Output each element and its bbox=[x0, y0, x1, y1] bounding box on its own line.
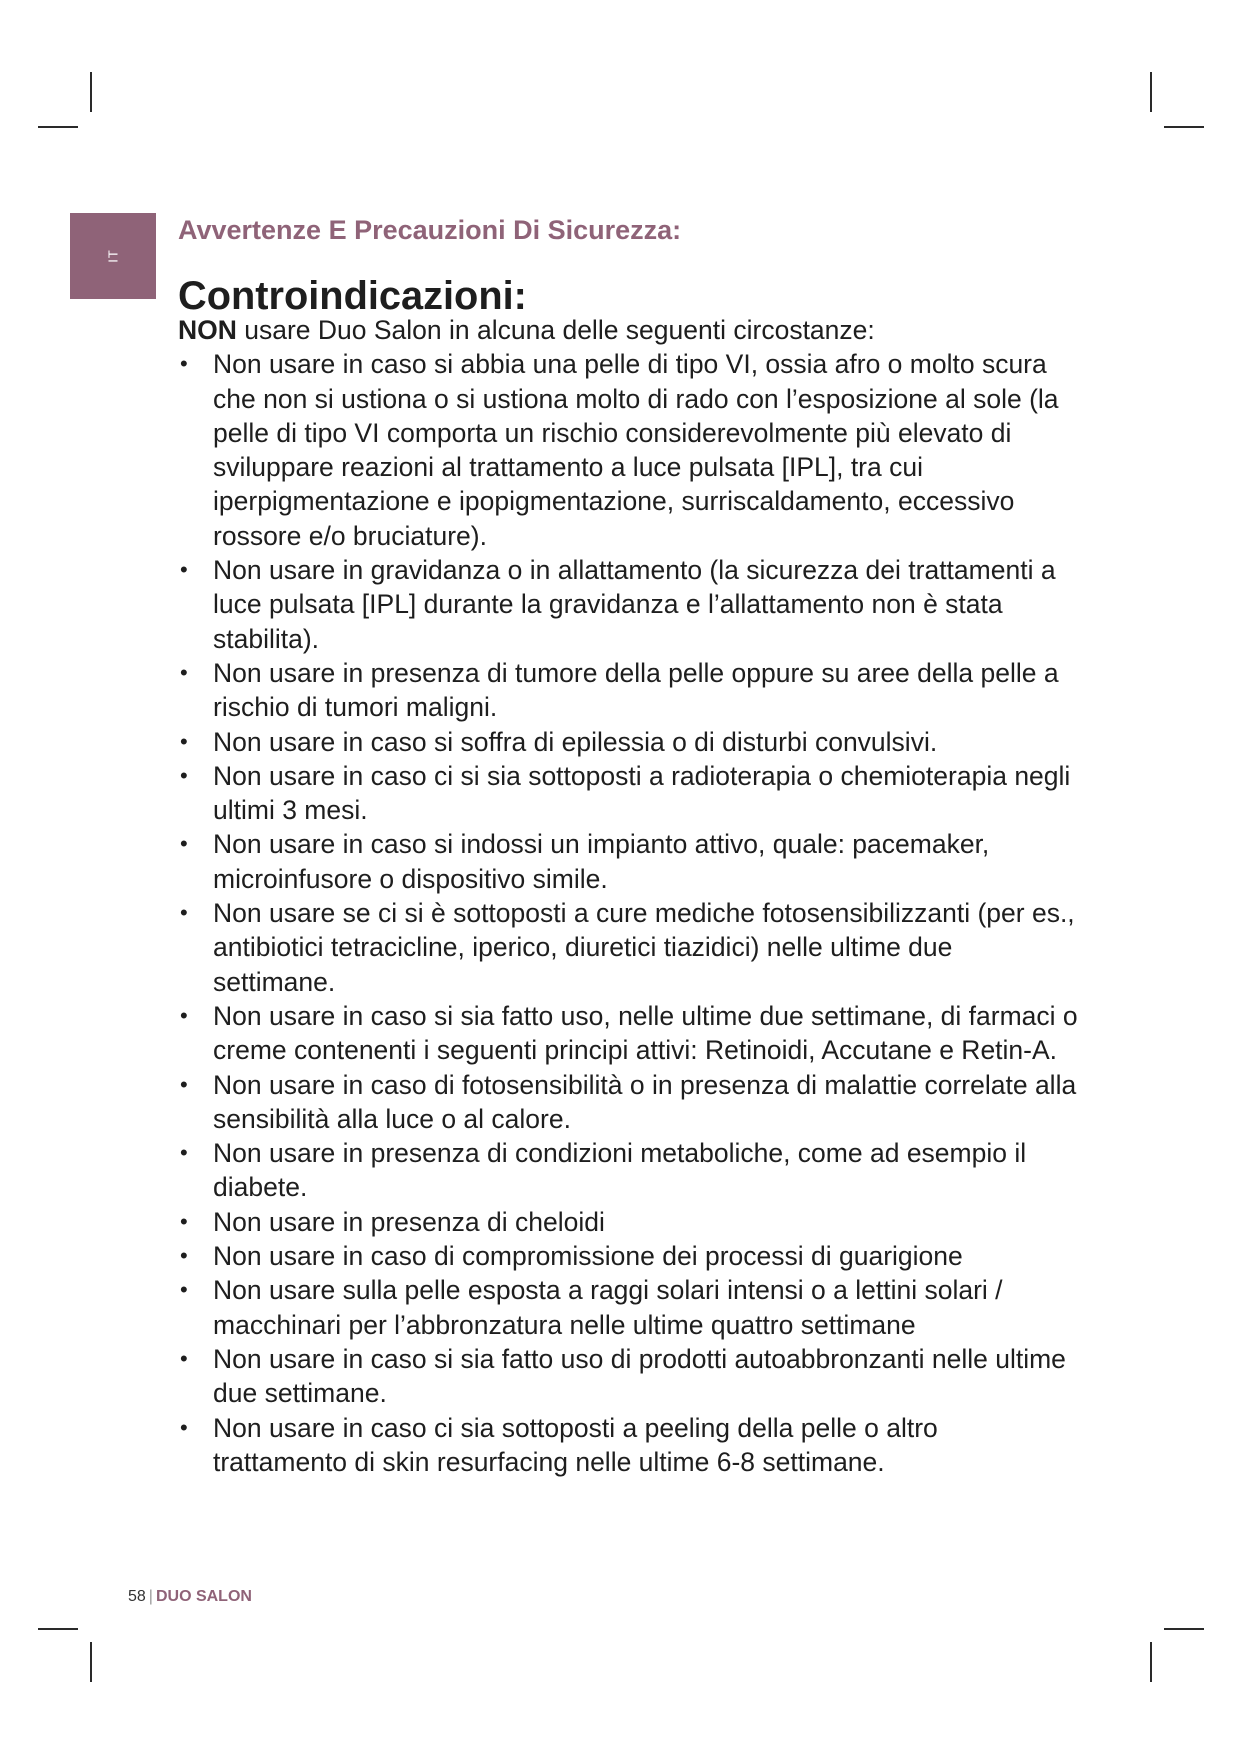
list-item: • Non usare in presenza di tumore della pelle oppure su aree della pelle a rischio di tumori maligni. bbox=[178, 656, 1078, 725]
crop-mark bbox=[38, 1628, 78, 1630]
crop-mark bbox=[38, 126, 78, 128]
footer-separator: | bbox=[148, 1588, 153, 1605]
list-item: • Non usare in caso si sia fatto uso di prodotti autoabbronzanti nelle ultime due settimane. bbox=[178, 1342, 1078, 1411]
list-item: • Non usare in presenza di cheloidi bbox=[178, 1205, 1078, 1239]
language-tab bbox=[70, 213, 156, 299]
list-item: • Non usare in caso di compromissione dei processi di guarigione bbox=[178, 1239, 1078, 1273]
section-subtitle: Controindicazioni: bbox=[178, 274, 527, 318]
list-item: • Non usare in caso ci si sia sottoposti a radioterapia o chemioterapia negli ultimi 3 mesi. bbox=[178, 759, 1078, 828]
list-item: • Non usare in presenza di condizioni metaboliche, come ad esempio il diabete. bbox=[178, 1136, 1078, 1205]
language-tab-label: IT bbox=[105, 249, 121, 263]
page-content bbox=[178, 212, 1078, 1479]
list-item: • Non usare in caso si abbia una pelle di tipo VI, ossia afro o molto scura che non si ustiona o si ustiona molto di rado con l’esposizione al sole (la pelle di tipo VI comporta un rischio considerevolmente più elevato di sviluppare reazioni al trattamento a luce pulsata [IPL], tra cui iperpigmentazione e ipopigmentazione, surriscaldamento, eccessivo rossore e/o bruciature). bbox=[178, 347, 1078, 553]
list-item: • Non usare in caso ci sia sottoposti a peeling della pelle o altro trattamento di skin resurfacing nelle ultime 6-8 settimane. bbox=[178, 1411, 1078, 1480]
section-title: Avvertenze E Precauzioni Di Sicurezza: bbox=[178, 215, 682, 245]
page-number: 58 bbox=[128, 1588, 146, 1605]
crop-mark bbox=[1164, 126, 1204, 128]
intro-rest: usare Duo Salon in alcuna delle seguenti circostanze: bbox=[236, 315, 875, 345]
list-item: • Non usare sulla pelle esposta a raggi solari intensi o a lettini solari / macchinari per l’abbronzatura nelle ultime quattro settimane bbox=[178, 1273, 1078, 1342]
contraindications-list bbox=[178, 347, 1078, 1479]
list-item: • Non usare in caso di fotosensibilità o in presenza di malattie correlate alla sensibilità alla luce o al calore. bbox=[178, 1068, 1078, 1137]
intro-bold: NON bbox=[178, 315, 237, 345]
crop-mark bbox=[1150, 72, 1152, 112]
list-item: • Non usare se ci si è sottoposti a cure mediche fotosensibilizzanti (per es., antibiotici tetracicline, iperico, diuretici tiazidici) nelle ultime due settimane. bbox=[178, 896, 1078, 999]
crop-mark bbox=[1150, 1642, 1152, 1682]
list-item: • Non usare in caso si sia fatto uso, nelle ultime due settimane, di farmaci o creme contenenti i seguenti principi attivi: Retinoidi, Accutane e Retin-A. bbox=[178, 999, 1078, 1068]
crop-mark bbox=[1164, 1628, 1204, 1630]
list-item: • Non usare in caso si soffra di epilessia o di disturbi convulsivi. bbox=[178, 725, 1078, 759]
crop-mark bbox=[90, 1642, 92, 1682]
crop-mark bbox=[90, 72, 92, 112]
footer-brand: DUO SALON bbox=[155, 1588, 252, 1605]
page-footer bbox=[128, 1588, 252, 1606]
list-item: • Non usare in caso si indossi un impianto attivo, quale: pacemaker, microinfusore o dispositivo simile. bbox=[178, 827, 1078, 896]
intro-text bbox=[178, 313, 1078, 347]
list-item: • Non usare in gravidanza o in allattamento (la sicurezza dei trattamenti a luce pulsata [IPL] durante la gravidanza e l’allattamento non è stata stabilita). bbox=[178, 553, 1078, 656]
